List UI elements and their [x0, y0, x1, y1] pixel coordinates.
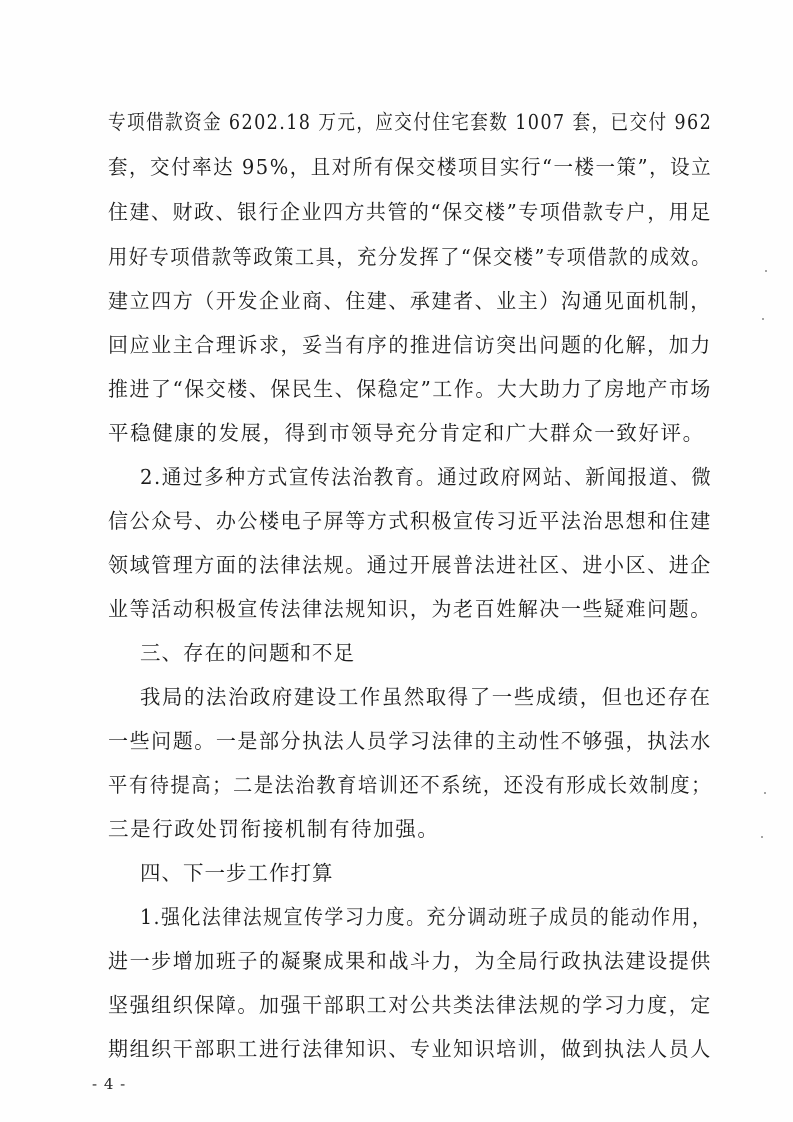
line-text: 三是行政处罚衔接机制有待加强。	[108, 817, 440, 841]
line-text: 套，交付率达 95%，且对所有保交楼项目实行“一楼一策”，设立	[108, 155, 713, 179]
body-line	[0, 895, 793, 939]
line-text: 回应业主合理诉求，妥当有序的推进信访突出问题的化解，加力	[108, 333, 712, 357]
body-line	[0, 587, 793, 631]
scan-speck	[761, 836, 763, 838]
body-line	[0, 145, 793, 189]
body-line	[0, 235, 793, 279]
line-text: 推进了“保交楼、保民生、保稳定”工作。大大助力了房地产市场	[108, 377, 712, 401]
body-line	[0, 983, 793, 1027]
body-line	[0, 1027, 793, 1071]
scan-speck	[765, 270, 767, 272]
scan-speck	[762, 318, 764, 320]
body-line	[0, 455, 793, 499]
line-text: 一些问题。一是部分执法人员学习法律的主动性不够强，执法水	[108, 729, 712, 753]
line-text: 平稳健康的发展，得到市领导充分肯定和广大群众一致好评。	[108, 421, 705, 445]
line-text: 领域管理方面的法律法规。通过开展普法进社区、进小区、进企	[108, 553, 712, 577]
line-text: 建立四方（开发企业商、住建、承建者、业主）沟通见面机制，	[108, 289, 712, 313]
line-text: 专项借款资金 6202.18 万元，应交付住宅套数 1007 套，已交付 962	[108, 110, 713, 134]
line-text: 平有待提高；二是法治教育培训还不系统，还没有形成长效制度；	[108, 773, 712, 797]
line-text: 坚强组织保障。加强干部职工对公共类法律法规的学习力度，定	[108, 993, 712, 1017]
line-text: 期组织干部职工进行法律知识、专业知识培训，做到执法人员人	[108, 1037, 712, 1061]
body-line	[0, 543, 793, 587]
body-line	[0, 323, 793, 367]
body-line	[0, 939, 793, 983]
body-line	[0, 279, 793, 323]
body-line	[0, 719, 793, 763]
line-text: 信公众号、办公楼电子屏等方式积极宣传习近平法治思想和住建	[108, 509, 712, 533]
line-text: 用好专项借款等政策工具，充分发挥了“保交楼”专项借款的成效。	[108, 245, 712, 269]
line-text: 住建、财政、银行企业四方共管的“保交楼”专项借款专户，用足	[108, 200, 712, 224]
body-line	[0, 367, 793, 411]
line-text: 进一步增加班子的凝聚成果和战斗力，为全局行政执法建设提供	[108, 949, 712, 973]
heading-text: 三、存在的问题和不足	[140, 641, 355, 665]
body-line	[0, 190, 793, 234]
body-line	[0, 499, 793, 543]
body-line	[0, 675, 793, 719]
scan-speck	[764, 792, 766, 794]
body-line	[0, 763, 793, 807]
page-number: - 4 -	[92, 1075, 127, 1093]
heading-text: 四、下一步工作打算	[140, 861, 334, 885]
section-heading	[0, 631, 793, 675]
body-line	[0, 411, 793, 455]
section-heading	[0, 851, 793, 895]
line-text: 1.强化法律法规宣传学习力度。充分调动班子成员的能动作用，	[140, 905, 713, 929]
line-text: 2.通过多种方式宣传法治教育。通过政府网站、新闻报道、微	[140, 465, 713, 489]
line-text: 我局的法治政府建设工作虽然取得了一些成绩，但也还存在	[140, 685, 712, 709]
line-text: 业等活动积极宣传法律法规知识，为老百姓解决一些疑难问题。	[108, 597, 712, 621]
body-line	[0, 807, 793, 851]
body-line	[0, 100, 793, 144]
